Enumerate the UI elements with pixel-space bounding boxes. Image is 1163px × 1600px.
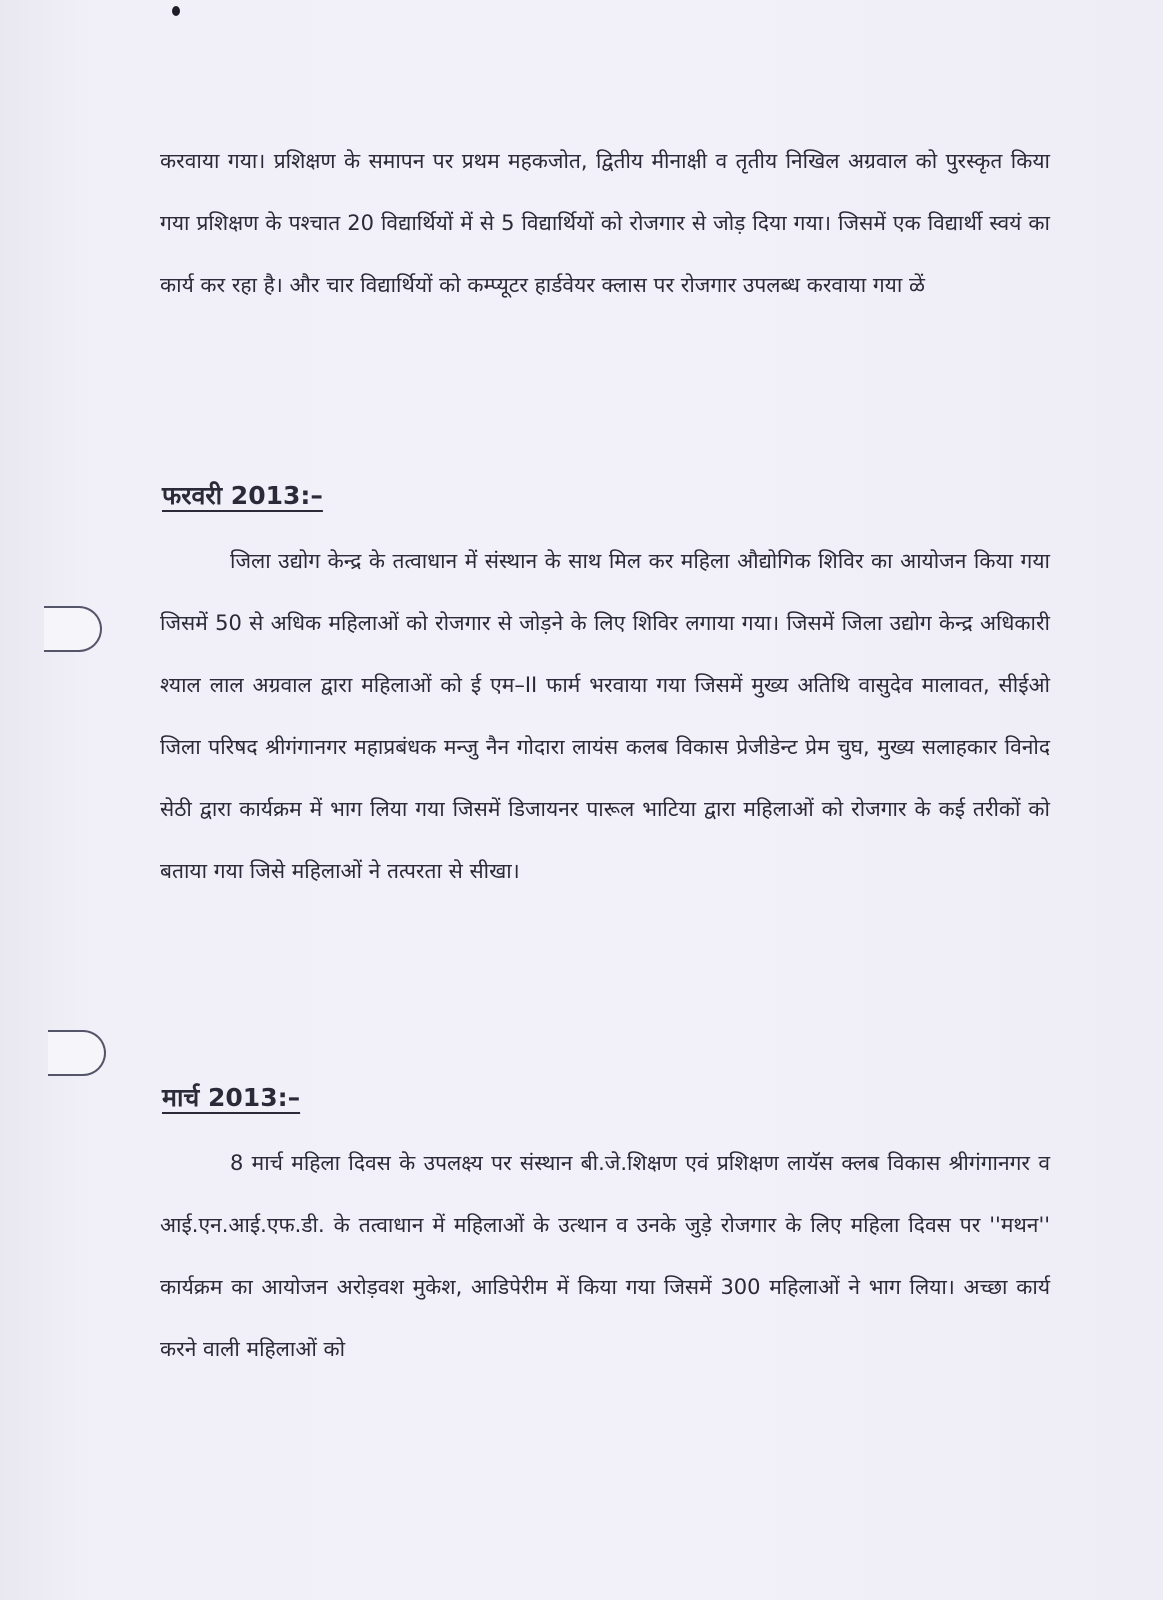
ink-speck: [172, 6, 180, 16]
february-heading: फरवरी 2013:–: [162, 481, 323, 510]
intro-paragraph: करवाया गया। प्रशिक्षण के समापन पर प्रथम महकजोत, द्वितीय मीनाक्षी व तृतीय निखिल अग्रवाल को पुरस्कृत किया गया प्रशिक्षण के पश्चात 20 विद्यार्थियों में से 5 विद्यार्थियों को रोजगार से जोड़ दिया गया। जिसमें एक विद्यार्थी स्वयं का कार्य कर रहा है। और चार विद्यार्थियों को कम्प्यूटर हार्डवेयर क्लास पर रोजगार उपलब्ध करवाया गया ळें: [160, 149, 1050, 297]
march-heading: मार्च 2013:–: [162, 1083, 301, 1112]
punch-hole: [44, 606, 102, 652]
punch-hole: [48, 1030, 106, 1076]
march-paragraph: 8 मार्च महिला दिवस के उपलक्ष्य पर संस्थान बी.जे.शिक्षण एवं प्रशिक्षण लायॅस क्लब विकास श्रीगंगानगर व आई.एन.आई.एफ.डी. के तत्वाधान में महिलाओं के उत्थान व उनके जुड़े रोजगार के लिए महिला दिवस पर ''मथन'' कार्यक्रम का आयोजन अरोड़वश मुकेश, आडिपेरीम में किया गया जिसमें 300 महिलाओं ने भाग लिया। अच्छा कार्य करने वाली महिलाओं को: [160, 1151, 1050, 1361]
february-paragraph: जिला उद्योग केन्द्र के तत्वाधान में संस्थान के साथ मिल कर महिला औद्योगिक शिविर का आयोजन किया गया जिसमें 50 से अधिक महिलाओं को रोजगार से जोड़ने के लिए शिविर लगाया गया। जिसमें जिला उद्योग केन्द्र अधिकारी श्याल लाल अग्रवाल द्वारा महिलाओं को ई एम–II फार्म भरवाया गया जिसमें मुख्य अतिथि वासुदेव मालावत, सीईओ जिला परिषद श्रीगंगानगर महाप्रबंधक मन्जु नैन गोदारा लायंस कलब विकास प्रेजीडेन्ट प्रेम चुघ, मुख्य सलाहकार विनोद सेठी द्वारा कार्यक्रम में भाग लिया गया जिसमें डिजायनर पारूल भाटिया द्वारा महिलाओं को रोजगार के कई तरीकों को बताया गया जिसे महिलाओं ने तत्परता से सीखा।: [160, 549, 1050, 883]
